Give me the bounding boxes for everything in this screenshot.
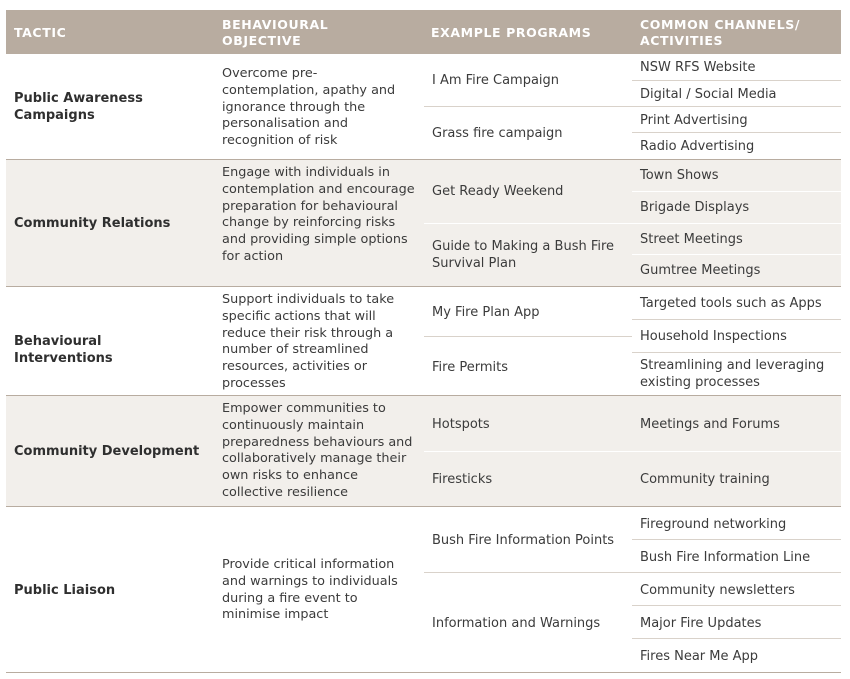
table-row: [6, 54, 841, 160]
program-item: Hotspots: [432, 417, 490, 432]
channel-item: Community training: [640, 472, 770, 487]
channels-cell: [632, 160, 841, 286]
channel-item: Bush Fire Information Line: [640, 550, 811, 565]
program-item: Get Ready Weekend: [432, 184, 564, 199]
channel-item: Print Advertising: [640, 113, 748, 128]
header-objective: BEHAVIOURAL OBJECTIVE: [222, 17, 329, 48]
table-row: [6, 507, 841, 673]
program-item: Fire Permits: [432, 360, 508, 375]
channel-item: Digital / Social Media: [640, 87, 777, 102]
channel-item: Street Meetings: [640, 232, 743, 247]
channel-item: Fires Near Me App: [640, 649, 759, 664]
header-tactic: TACTIC: [14, 25, 67, 40]
table-row: [6, 396, 841, 507]
channels-cell: [632, 287, 841, 395]
programs-cell: [424, 507, 632, 672]
channel-item: Brigade Displays: [640, 200, 750, 215]
program-item: My Fire Plan App: [432, 305, 540, 320]
header-channels: COMMON CHANNELS/ ACTIVITIES: [640, 17, 801, 48]
objective-text: Engage with individuals in contemplation and encourage preparation for behavioural change by reinforcing risks and providing simple options for action: [222, 165, 415, 264]
program-item: Information and Warnings: [432, 616, 601, 631]
program-item: Guide to Making a Bush Fire Survival Plan: [432, 239, 615, 271]
tactic-label: Public Awareness Campaigns: [14, 91, 143, 123]
program-item: Bush Fire Information Points: [432, 533, 615, 548]
table-row: [6, 160, 841, 287]
objective-text: Provide critical information and warnings to individuals during a fire event to minimise impact: [222, 557, 398, 623]
channel-item: Gumtree Meetings: [640, 263, 761, 278]
programs-cell: [424, 54, 632, 159]
program-item: Firesticks: [432, 472, 493, 487]
channels-cell: [632, 396, 841, 506]
channel-item: Household Inspections: [640, 329, 787, 344]
table-header: [6, 10, 841, 54]
channels-cell: [632, 507, 841, 672]
channel-item: Meetings and Forums: [640, 417, 780, 432]
programs-cell: [424, 160, 632, 286]
objective-text: Support individuals to take specific actions that will reduce their risk through a number of streamlined resources, activities or processes: [222, 292, 395, 391]
channels-cell: [632, 54, 841, 159]
programs-cell: [424, 396, 632, 506]
channel-item: Town Shows: [640, 168, 719, 183]
channel-item: Major Fire Updates: [640, 616, 762, 631]
objective-text: Overcome pre-contemplation, apathy and ignorance through the personalisation and recognition of risk: [222, 66, 396, 149]
tactic-label: Community Relations: [14, 216, 171, 231]
tactic-label: Public Liaison: [14, 583, 116, 598]
channel-item: Targeted tools such as Apps: [640, 296, 822, 311]
program-item: I Am Fire Campaign: [432, 73, 560, 88]
header-programs: EXAMPLE PROGRAMS: [431, 25, 592, 40]
channel-item: NSW RFS Website: [640, 60, 756, 75]
objective-text: Empower communities to continuously maintain preparedness behaviours and collaboratively manage their own risks to enhance collective resilience: [222, 401, 413, 500]
table-row: [6, 287, 841, 396]
channel-item: Streamlining and leveraging existing processes: [640, 358, 825, 390]
tactic-label: Community Development: [14, 444, 200, 459]
program-item: Grass fire campaign: [432, 126, 563, 141]
programs-cell: [424, 287, 632, 395]
tactic-label: Behavioural Interventions: [14, 334, 113, 366]
channel-item: Radio Advertising: [640, 139, 755, 154]
channel-item: Fireground networking: [640, 517, 787, 532]
channel-item: Community newsletters: [640, 583, 795, 598]
